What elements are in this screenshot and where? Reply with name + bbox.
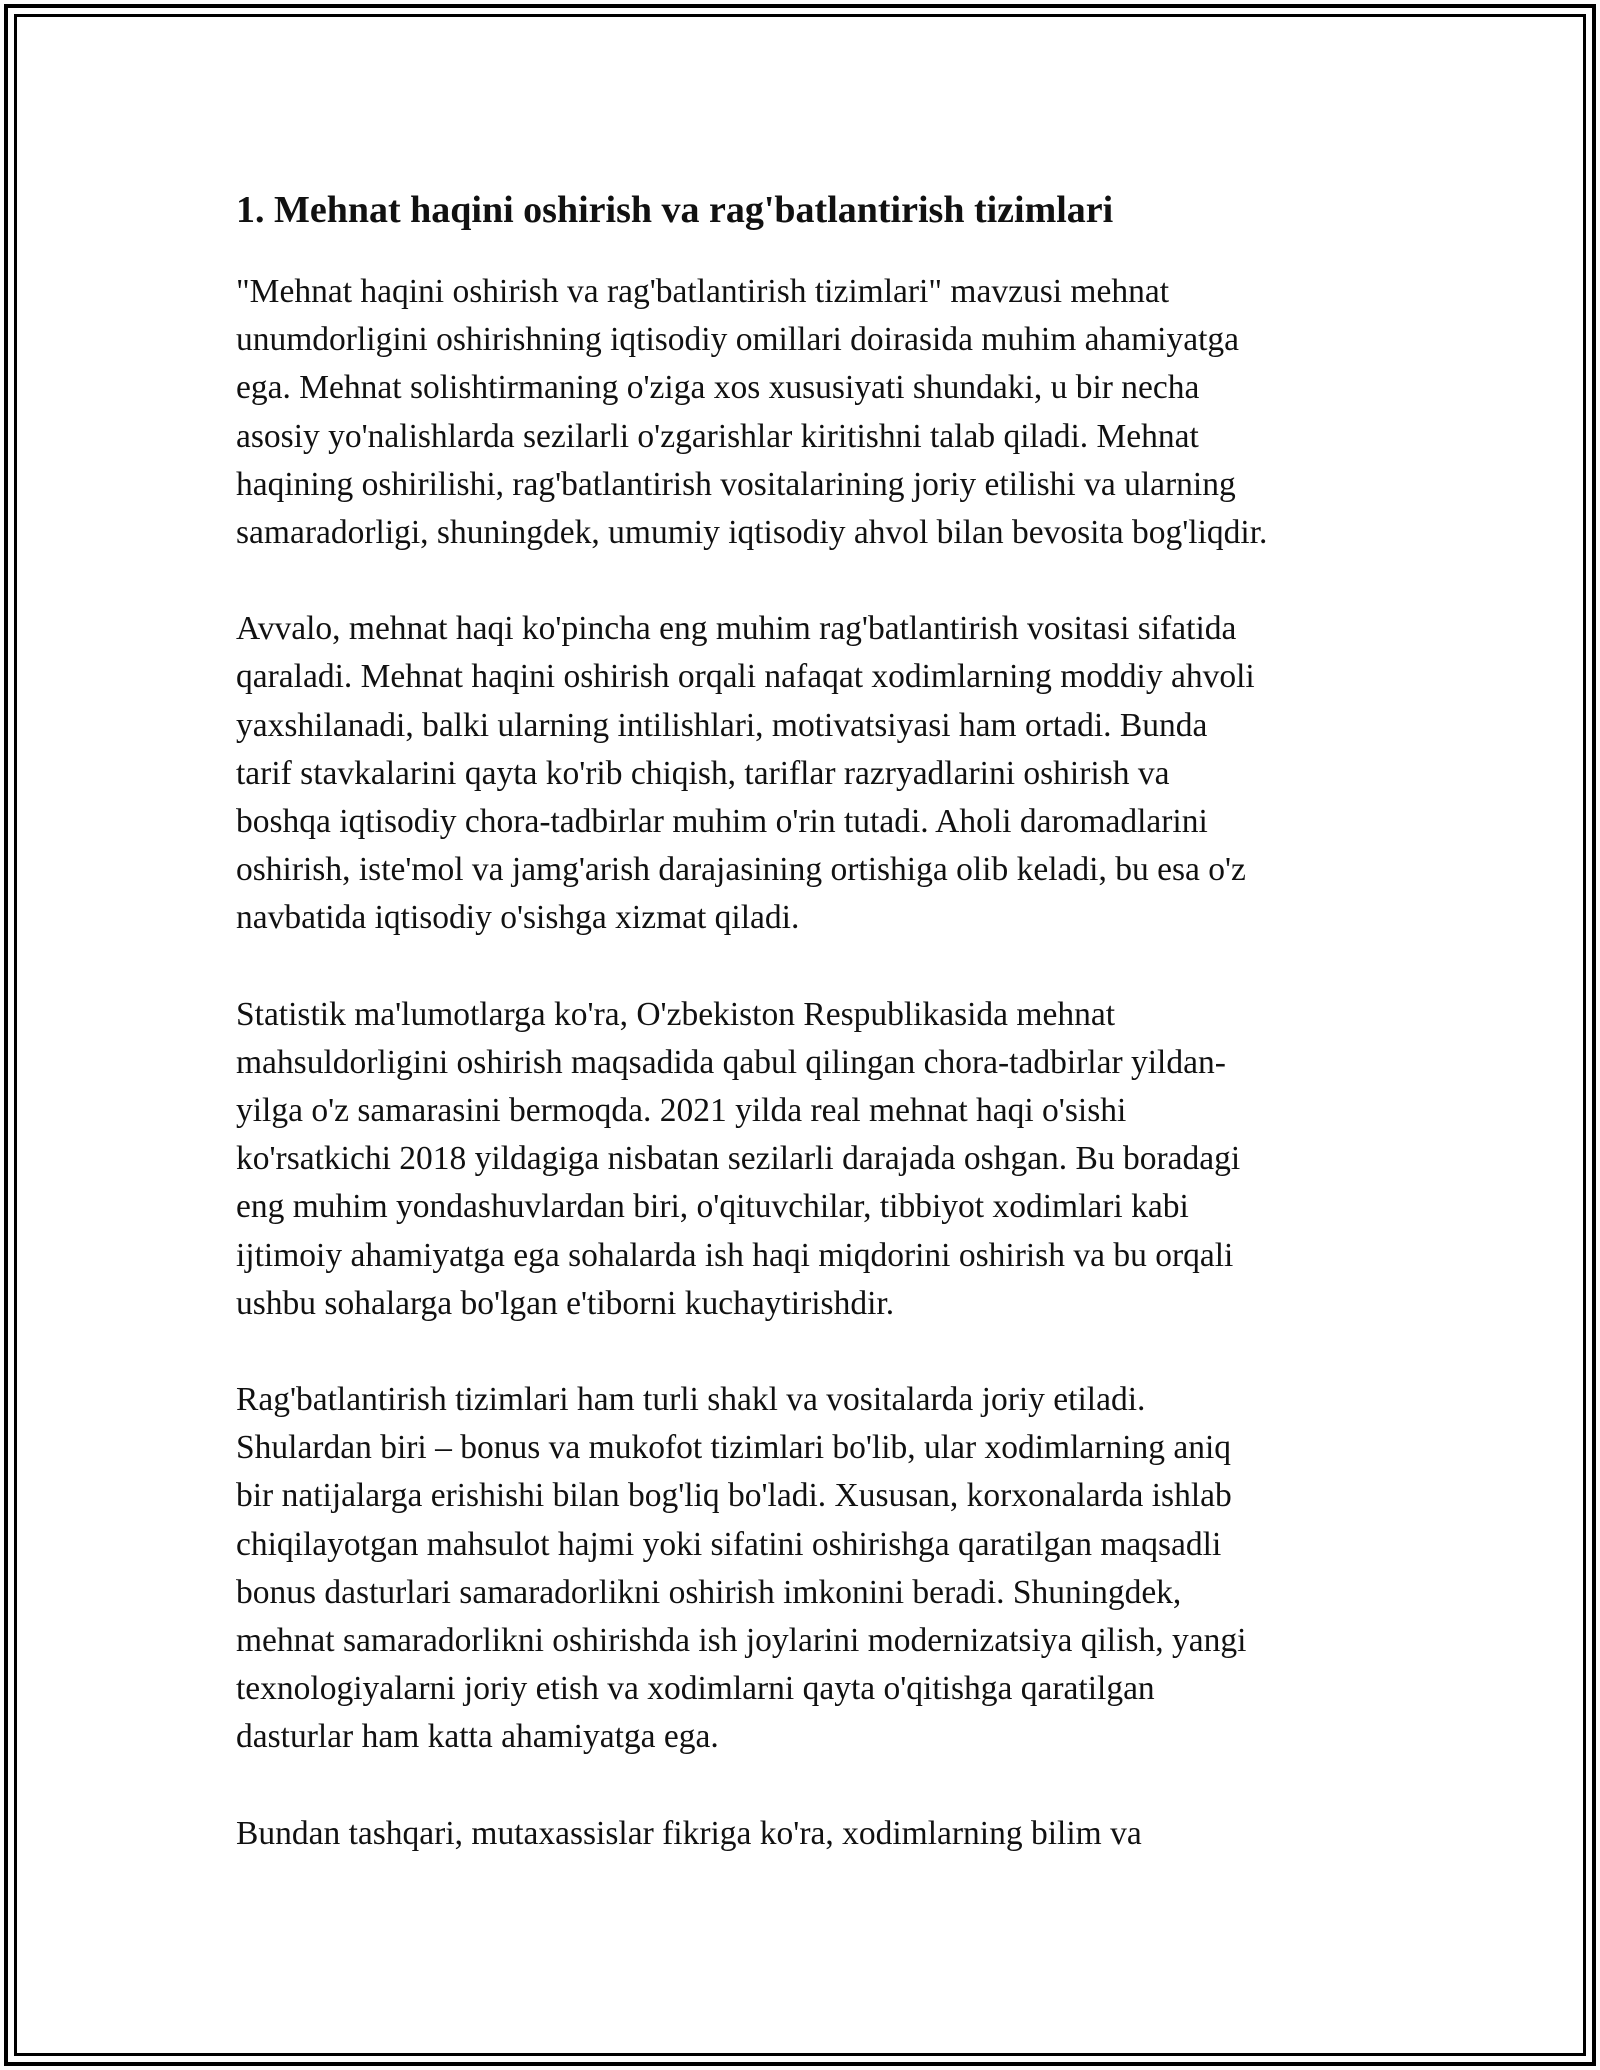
text-line: ushbu sohalarga bo'lgan e'tiborni kuchaytirishdir. bbox=[236, 1284, 895, 1322]
text-line: yilga o'z samarasini bermoqda. 2021 yilda real mehnat haqi o'sishi bbox=[236, 1092, 1127, 1130]
text-line: unumdorligini oshirishning iqtisodiy omillari doirasida muhim ahamiyatga bbox=[236, 321, 1240, 359]
text-line: ijtimoiy ahamiyatga ega sohalarda ish haqi miqdorini oshirish va bu orqali bbox=[236, 1236, 1234, 1274]
text-line: asosiy yo'nalishlarda sezilarli o'zgarishlar kiritishni talab qiladi. Mehnat bbox=[236, 417, 1199, 455]
text-line: chiqilayotgan mahsulot hajmi yoki sifatini oshirishga qaratilgan maqsadli bbox=[236, 1525, 1222, 1563]
text-line: qaraladi. Mehnat haqini oshirish orqali nafaqat xodimlarning moddiy ahvoli bbox=[236, 658, 1255, 696]
paragraph-2 bbox=[236, 605, 1376, 942]
paragraph-5 bbox=[236, 1810, 1376, 1858]
text-line: "Mehnat haqini oshirish va rag'batlantirish tizimlari" mavzusi mehnat bbox=[236, 273, 1170, 310]
text-line: haqining oshirilishi, rag'batlantirish vositalarining joriy etilishi va ularning bbox=[236, 465, 1236, 503]
text-line: dasturlar ham katta ahamiyatga ega. bbox=[236, 1718, 719, 1756]
text-line: ko'rsatkichi 2018 yildagiga nisbatan sezilarli darajada oshgan. Bu boradagi bbox=[236, 1140, 1241, 1178]
text-line: samaradorligi, shuningdek, umumiy iqtisodiy ahvol bilan bevosita bog'liqdir. bbox=[236, 514, 1268, 552]
paragraph-4 bbox=[236, 1376, 1376, 1762]
text-line: bir natijalarga erishishi bilan bog'liq bo'ladi. Xususan, korxonalarda ishlab bbox=[236, 1477, 1232, 1515]
text-line: navbatida iqtisodiy o'sishga xizmat qiladi. bbox=[236, 899, 800, 937]
text-line: Bundan tashqari, mutaxassislar fikriga ko'ra, xodimlarning bilim va bbox=[236, 1814, 1142, 1852]
text-line: yaxshilanadi, balki ularning intilishlari, motivatsiyasi ham ortadi. Bunda bbox=[236, 706, 1208, 744]
text-line: texnologiyalarni joriy etish va xodimlarni qayta o'qitishga qaratilgan bbox=[236, 1670, 1155, 1708]
text-line: oshirish, iste'mol va jamg'arish darajasining ortishiga olib keladi, bu esa o'z bbox=[236, 851, 1246, 889]
text-line: bonus dasturlari samaradorlikni oshirish imkonini beradi. Shuningdek, bbox=[236, 1573, 1182, 1611]
text-line: Shulardan biri – bonus va mukofot tizimlari bo'lib, ular xodimlarning aniq bbox=[236, 1429, 1232, 1467]
document-title: 1. Mehnat haqini oshirish va rag'batlantirish tizimlari bbox=[236, 189, 1114, 231]
text-line: boshqa iqtisodiy chora-tadbirlar muhim o'rin tutadi. Aholi daromadlarini bbox=[236, 803, 1208, 841]
text-line: Rag'batlantirish tizimlari ham turli shakl va vositalarda joriy etiladi. bbox=[236, 1381, 1146, 1419]
document-body bbox=[236, 186, 1376, 1906]
text-line: eng muhim yondashuvlardan biri, o'qituvchilar, tibbiyot xodimlari kabi bbox=[236, 1188, 1189, 1226]
text-line: mahsuldorligini oshirish maqsadida qabul qilingan chora-tadbirlar yildan- bbox=[236, 1043, 1226, 1081]
text-line: tarif stavkalarini qayta ko'rib chiqish, tariflar razryadlarini oshirish va bbox=[236, 754, 1170, 792]
text-line: Avvalo, mehnat haqi ko'pincha eng muhim rag'batlantirish vositasi sifatida bbox=[236, 610, 1237, 648]
text-line: ega. Mehnat solishtirmaning o'ziga xos xususiyati shundaki, u bir necha bbox=[236, 369, 1200, 407]
paragraph-1 bbox=[236, 268, 1376, 557]
paragraph-3 bbox=[236, 991, 1376, 1328]
text-line: Statistik ma'lumotlarga ko'ra, O'zbekiston Respublikasida mehnat bbox=[236, 995, 1116, 1033]
text-line: mehnat samaradorlikni oshirishda ish joylarini modernizatsiya qilish, yangi bbox=[236, 1622, 1247, 1660]
